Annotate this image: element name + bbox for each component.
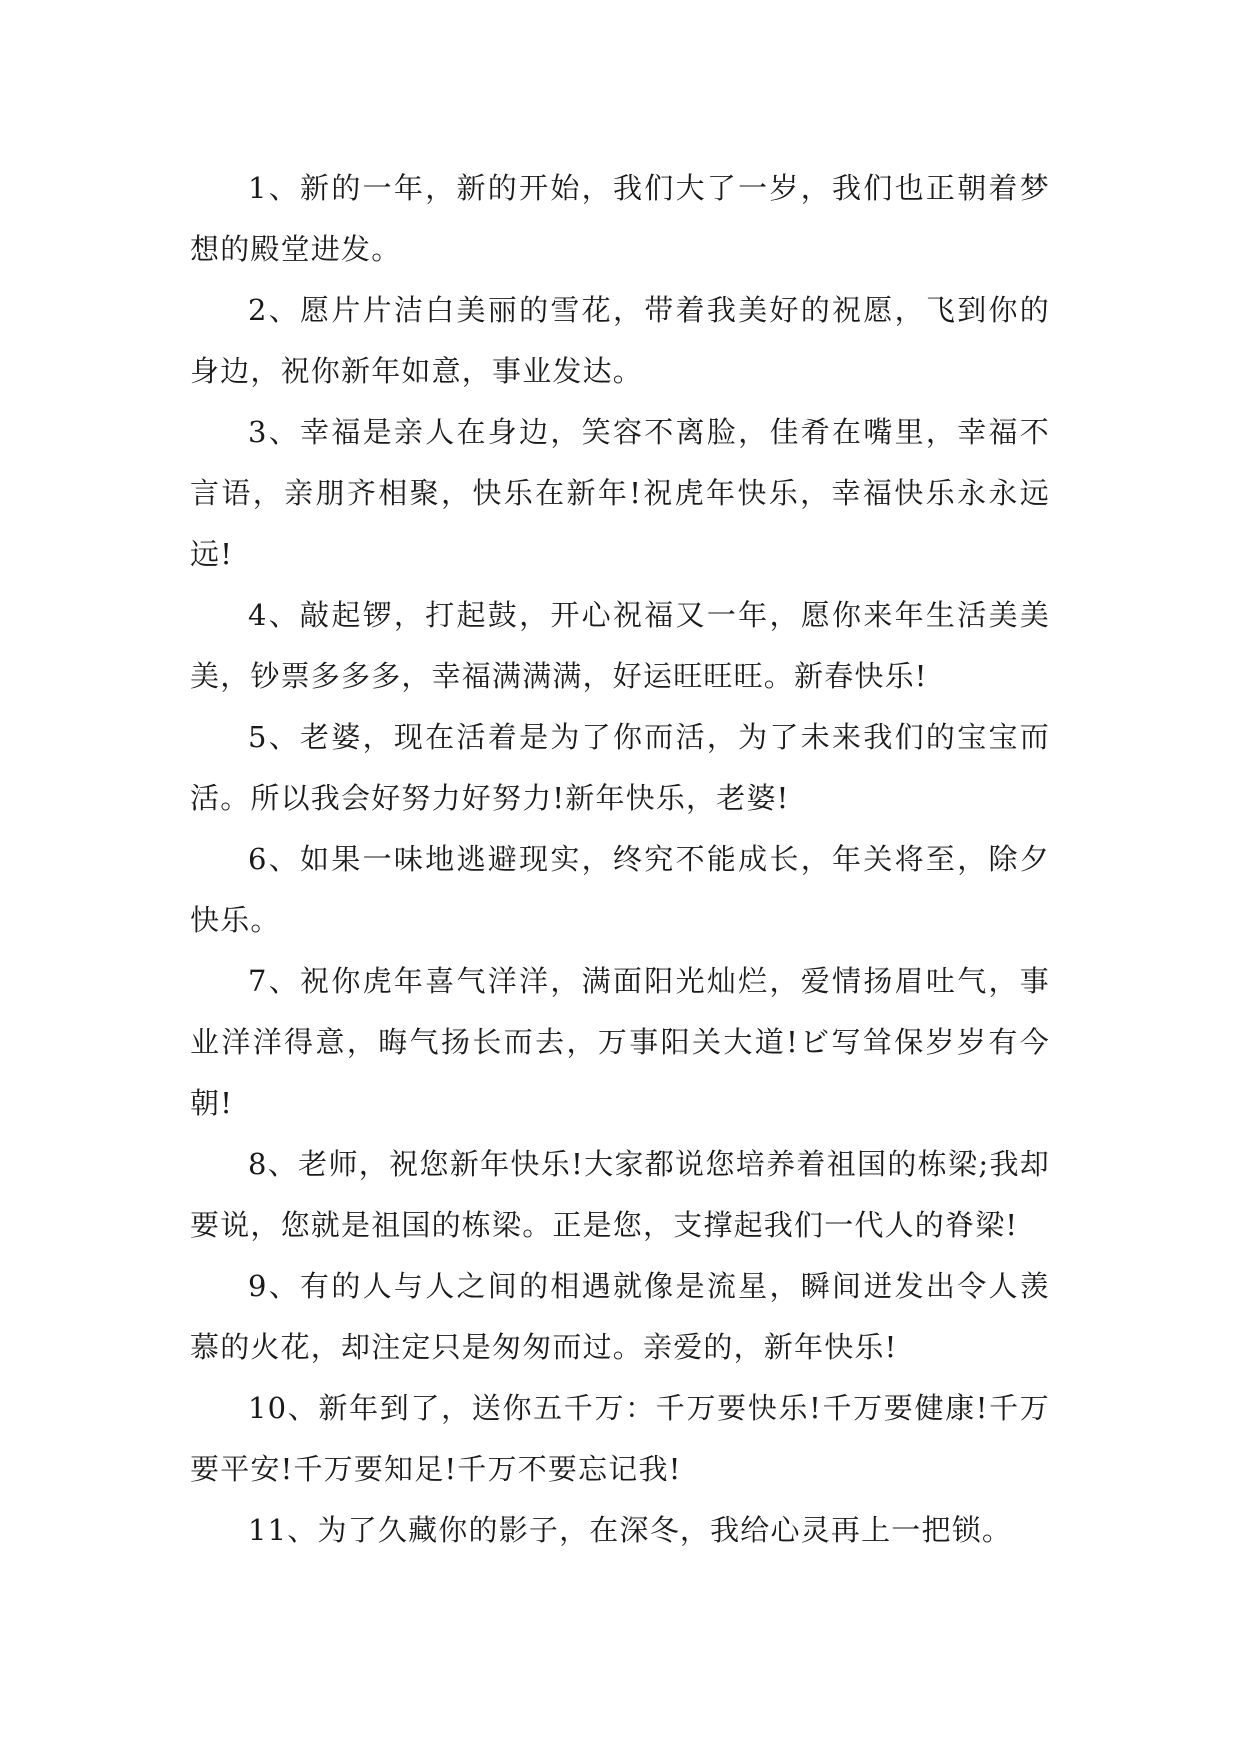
paragraph-11: 11、为了久藏你的影子，在深冬，我给心灵再上一把锁。 bbox=[248, 1513, 1013, 1547]
document-body bbox=[190, 158, 1050, 1561]
paragraph-3: 3、幸福是亲人在身边，笑容不离脸，佳肴在嘴里，幸福不言语，亲朋齐相聚，快乐在新年!祝虎年快乐，幸福快乐永永远远! bbox=[190, 415, 1050, 571]
paragraph-8: 8、老师，祝您新年快乐!大家都说您培养着祖国的栋梁;我却要说，您就是祖国的栋梁。正是您，支撑起我们一代人的脊梁! bbox=[190, 1147, 1050, 1242]
paragraph-7: 7、祝你虎年喜气洋洋，满面阳光灿烂，爱情扬眉吐气，事业洋洋得意，晦气扬长而去，万事阳关大道!ビ写耸保岁岁有今朝! bbox=[190, 964, 1050, 1120]
paragraph-9: 9、有的人与人之间的相遇就像是流星，瞬间迸发出令人羡慕的火花，却注定只是匆匆而过。亲爱的，新年快乐! bbox=[190, 1269, 1050, 1364]
paragraph-1: 1、新的一年，新的开始，我们大了一岁，我们也正朝着梦想的殿堂进发。 bbox=[190, 171, 1050, 266]
paragraph-10: 10、新年到了，送你五千万：千万要快乐!千万要健康!千万要平安!千万要知足!千万不要忘记我! bbox=[190, 1391, 1050, 1486]
paragraph-5: 5、老婆，现在活着是为了你而活，为了未来我们的宝宝而活。所以我会好努力好努力!新年快乐，老婆! bbox=[190, 720, 1050, 815]
paragraph-6: 6、如果一味地逃避现实，终究不能成长，年关将至，除夕快乐。 bbox=[190, 842, 1050, 937]
paragraph-2: 2、愿片片洁白美丽的雪花，带着我美好的祝愿，飞到你的身边，祝你新年如意，事业发达。 bbox=[190, 293, 1050, 388]
paragraph-4: 4、敲起锣，打起鼓，开心祝福又一年，愿你来年生活美美美，钞票多多多，幸福满满满，好运旺旺旺。新春快乐! bbox=[190, 598, 1050, 693]
